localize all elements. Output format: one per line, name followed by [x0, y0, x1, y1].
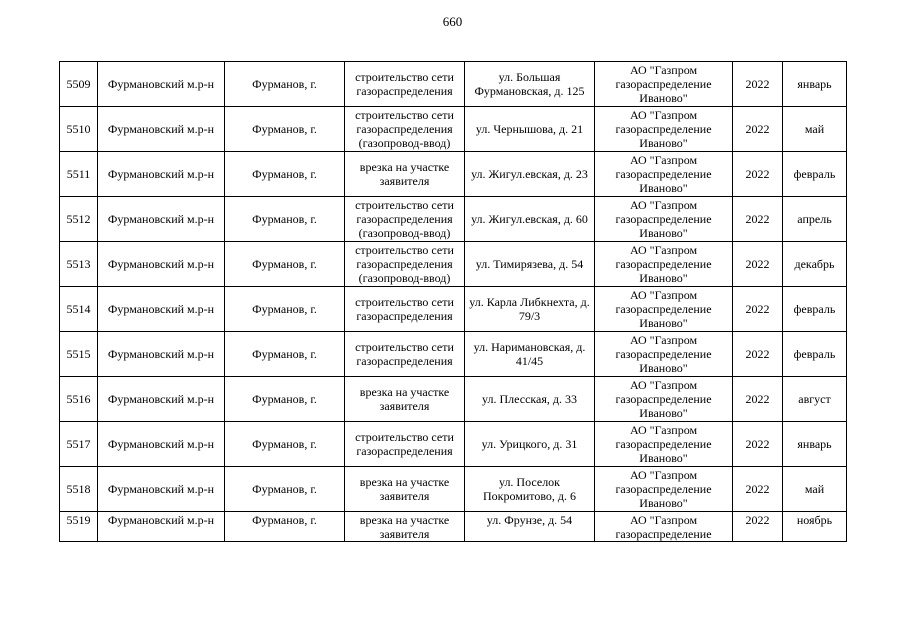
district-cell: Фурмановский м.р-н — [98, 377, 225, 422]
month-cell: август — [783, 377, 847, 422]
organization-cell: АО "Газпром газораспределение — [595, 512, 733, 542]
row-number-cell: 5516 — [60, 377, 98, 422]
district-cell: Фурмановский м.р-н — [98, 242, 225, 287]
year-cell: 2022 — [733, 377, 783, 422]
organization-cell: АО "Газпром газораспределение Иваново" — [595, 197, 733, 242]
year-cell: 2022 — [733, 332, 783, 377]
year-cell: 2022 — [733, 287, 783, 332]
year-cell: 2022 — [733, 422, 783, 467]
district-cell: Фурмановский м.р-н — [98, 512, 225, 542]
table-row — [60, 422, 847, 467]
work-type-cell: строительство сети газораспределения — [345, 422, 465, 467]
registry-table — [59, 61, 847, 542]
year-cell: 2022 — [733, 242, 783, 287]
row-number-cell: 5514 — [60, 287, 98, 332]
month-cell: февраль — [783, 332, 847, 377]
month-cell: декабрь — [783, 242, 847, 287]
year-cell: 2022 — [733, 467, 783, 512]
table-row — [60, 152, 847, 197]
address-cell: ул. Тимирязева, д. 54 — [465, 242, 595, 287]
month-cell: май — [783, 107, 847, 152]
work-type-cell: строительство сети газораспределения — [345, 287, 465, 332]
locality-cell: Фурманов, г. — [225, 62, 345, 107]
month-cell: апрель — [783, 197, 847, 242]
address-cell: ул. Большая Фурмановская, д. 125 — [465, 62, 595, 107]
organization-cell: АО "Газпром газораспределение Иваново" — [595, 377, 733, 422]
address-cell: ул. Жигул.евская, д. 23 — [465, 152, 595, 197]
address-cell: ул. Карла Либкнехта, д. 79/3 — [465, 287, 595, 332]
organization-cell: АО "Газпром газораспределение Иваново" — [595, 242, 733, 287]
table-row — [60, 377, 847, 422]
organization-cell: АО "Газпром газораспределение Иваново" — [595, 62, 733, 107]
row-number-cell: 5512 — [60, 197, 98, 242]
table-row — [60, 287, 847, 332]
work-type-cell: врезка на участке заявителя — [345, 512, 465, 542]
row-number-cell: 5517 — [60, 422, 98, 467]
organization-cell: АО "Газпром газораспределение Иваново" — [595, 287, 733, 332]
month-cell: февраль — [783, 152, 847, 197]
table-row — [60, 197, 847, 242]
work-type-cell: строительство сети газораспределения (газопровод-ввод) — [345, 197, 465, 242]
work-type-cell: строительство сети газораспределения (газопровод-ввод) — [345, 242, 465, 287]
work-type-cell: строительство сети газораспределения — [345, 62, 465, 107]
organization-cell: АО "Газпром газораспределение Иваново" — [595, 107, 733, 152]
work-type-cell: врезка на участке заявителя — [345, 377, 465, 422]
district-cell: Фурмановский м.р-н — [98, 287, 225, 332]
table-row — [60, 512, 847, 542]
address-cell: ул. Фрунзе, д. 54 — [465, 512, 595, 542]
address-cell: ул. Урицкого, д. 31 — [465, 422, 595, 467]
address-cell: ул. Чернышова, д. 21 — [465, 107, 595, 152]
locality-cell: Фурманов, г. — [225, 332, 345, 377]
row-number-cell: 5519 — [60, 512, 98, 542]
work-type-cell: строительство сети газораспределения — [345, 332, 465, 377]
address-cell: ул. Жигул.евская, д. 60 — [465, 197, 595, 242]
district-cell: Фурмановский м.р-н — [98, 62, 225, 107]
row-number-cell: 5509 — [60, 62, 98, 107]
locality-cell: Фурманов, г. — [225, 152, 345, 197]
work-type-cell: врезка на участке заявителя — [345, 467, 465, 512]
organization-cell: АО "Газпром газораспределение Иваново" — [595, 152, 733, 197]
month-cell: январь — [783, 62, 847, 107]
locality-cell: Фурманов, г. — [225, 197, 345, 242]
month-cell: февраль — [783, 287, 847, 332]
row-number-cell: 5513 — [60, 242, 98, 287]
table-row — [60, 62, 847, 107]
row-number-cell: 5510 — [60, 107, 98, 152]
year-cell: 2022 — [733, 512, 783, 542]
locality-cell: Фурманов, г. — [225, 287, 345, 332]
address-cell: ул. Поселок Покромитово, д. 6 — [465, 467, 595, 512]
month-cell: май — [783, 467, 847, 512]
work-type-cell: врезка на участке заявителя — [345, 152, 465, 197]
table-row — [60, 242, 847, 287]
district-cell: Фурмановский м.р-н — [98, 152, 225, 197]
year-cell: 2022 — [733, 152, 783, 197]
table-row — [60, 467, 847, 512]
table-row — [60, 332, 847, 377]
address-cell: ул. Плесская, д. 33 — [465, 377, 595, 422]
locality-cell: Фурманов, г. — [225, 422, 345, 467]
organization-cell: АО "Газпром газораспределение Иваново" — [595, 332, 733, 377]
locality-cell: Фурманов, г. — [225, 242, 345, 287]
row-number-cell: 5515 — [60, 332, 98, 377]
locality-cell: Фурманов, г. — [225, 467, 345, 512]
year-cell: 2022 — [733, 62, 783, 107]
district-cell: Фурмановский м.р-н — [98, 197, 225, 242]
locality-cell: Фурманов, г. — [225, 377, 345, 422]
work-type-cell: строительство сети газораспределения (газопровод-ввод) — [345, 107, 465, 152]
district-cell: Фурмановский м.р-н — [98, 422, 225, 467]
organization-cell: АО "Газпром газораспределение Иваново" — [595, 422, 733, 467]
organization-cell: АО "Газпром газораспределение Иваново" — [595, 467, 733, 512]
district-cell: Фурмановский м.р-н — [98, 107, 225, 152]
table-body — [60, 62, 847, 542]
district-cell: Фурмановский м.р-н — [98, 467, 225, 512]
table-row — [60, 107, 847, 152]
page-number: 660 — [442, 14, 463, 29]
address-cell: ул. Наримановская, д. 41/45 — [465, 332, 595, 377]
month-cell: ноябрь — [783, 512, 847, 542]
month-cell: январь — [783, 422, 847, 467]
locality-cell: Фурманов, г. — [225, 512, 345, 542]
year-cell: 2022 — [733, 107, 783, 152]
row-number-cell: 5511 — [60, 152, 98, 197]
district-cell: Фурмановский м.р-н — [98, 332, 225, 377]
year-cell: 2022 — [733, 197, 783, 242]
row-number-cell: 5518 — [60, 467, 98, 512]
locality-cell: Фурманов, г. — [225, 107, 345, 152]
